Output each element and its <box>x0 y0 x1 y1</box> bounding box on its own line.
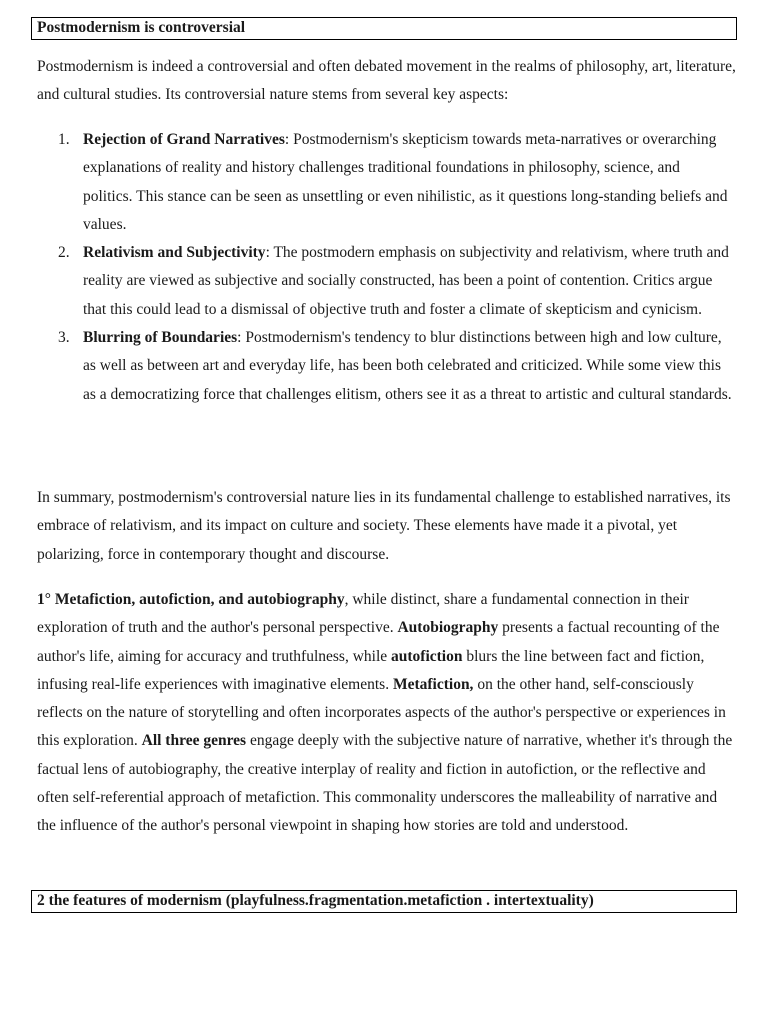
list-item-term: Rejection of Grand Narratives <box>83 131 285 148</box>
section-heading-text: 2 the features of modernism (playfulness.fragmentation.metafiction . intertextuality) <box>37 892 594 909</box>
list-item-term: Blurring of Boundaries <box>83 329 238 347</box>
list-number: 2. <box>58 244 70 262</box>
list-number: 3. <box>58 329 70 347</box>
section-heading-features <box>31 890 737 913</box>
section-heading-controversial <box>31 17 737 40</box>
intro-paragraph: Postmodernism is indeed a controversial and often debated movement in the realms of philosophy, art, literature, and cultural studies. Its controversial nature stems from several key aspects: <box>37 58 736 104</box>
list-item-text: : Postmodernism's tendency to blur distinctions between high and low culture, as well as between art and everyday life, has been both celebrated and criticized. While some view this as a democratizing force that challenges elitism, others see it as a threat to artistic and cultural standards. <box>83 329 732 403</box>
autobiography-term: Autobiography <box>397 619 499 637</box>
list-item <box>0 239 740 324</box>
list-item-term: Relativism and Subjectivity <box>83 244 266 262</box>
metafiction-text-2: presents a factual recounting of the author's life, aiming for accuracy and truthfulness, while <box>37 619 720 665</box>
metafiction-text-5: engage deeply with the subjective nature of narrative, whether it's through the factual lens of autobiography, the creative interplay of reality and fiction in autofiction, or the reflective and often self-referential approach of metafiction. This commonality underscores the malleability of narrative and the influence of the author's personal viewpoint in shaping how stories are told and understood. <box>37 732 733 835</box>
list-item-text: : Postmodernism's skepticism towards meta-narratives or overarching explanations of reality and history challenges traditional foundations in philosophy, science, and politics. This stance can be seen as unsettling or even nihilistic, as it questions long-standing beliefs and values. <box>83 131 728 233</box>
metafiction-lead: 1° Metafiction, autofiction, and autobiography <box>37 591 345 608</box>
summary-paragraph: In summary, postmodernism's controversial nature lies in its fundamental challenge to established narratives, its embrace of relativism, and its impact on culture and society. These elements have made it a pivotal, yet polarizing, force in contemporary thought and discourse. <box>37 489 731 563</box>
list-number: 1. <box>58 131 70 148</box>
metafiction-paragraph <box>37 586 739 841</box>
list-item-text: : The postmodern emphasis on subjectivity and relativism, where truth and reality are viewed as subjective and socially constructed, has been a point of contention. Critics argue that this could lead to a dismissal of objective truth and foster a climate of skepticism and cynicism. <box>83 244 729 318</box>
autofiction-term: autofiction <box>391 647 463 665</box>
metafiction-text-4: on the other hand, self-consciously reflects on the nature of storytelling and often incorporates aspects of the author's perspective or experiences in this exploration. <box>37 675 726 750</box>
all-three-genres-term: All three genres <box>141 732 247 750</box>
metafiction-text-3: blurs the line between fact and fiction, infusing real-life experiences with imaginative elements. <box>37 647 705 693</box>
list-item <box>0 324 740 409</box>
metafiction-text-1: , while distinct, share a fundamental connection in their exploration of truth and the author's personal perspective. <box>37 591 689 637</box>
aspects-list <box>0 126 740 409</box>
section-heading-text: Postmodernism is controversial <box>37 19 246 36</box>
metafiction-term: Metafiction, <box>392 675 474 693</box>
list-item <box>0 126 740 239</box>
